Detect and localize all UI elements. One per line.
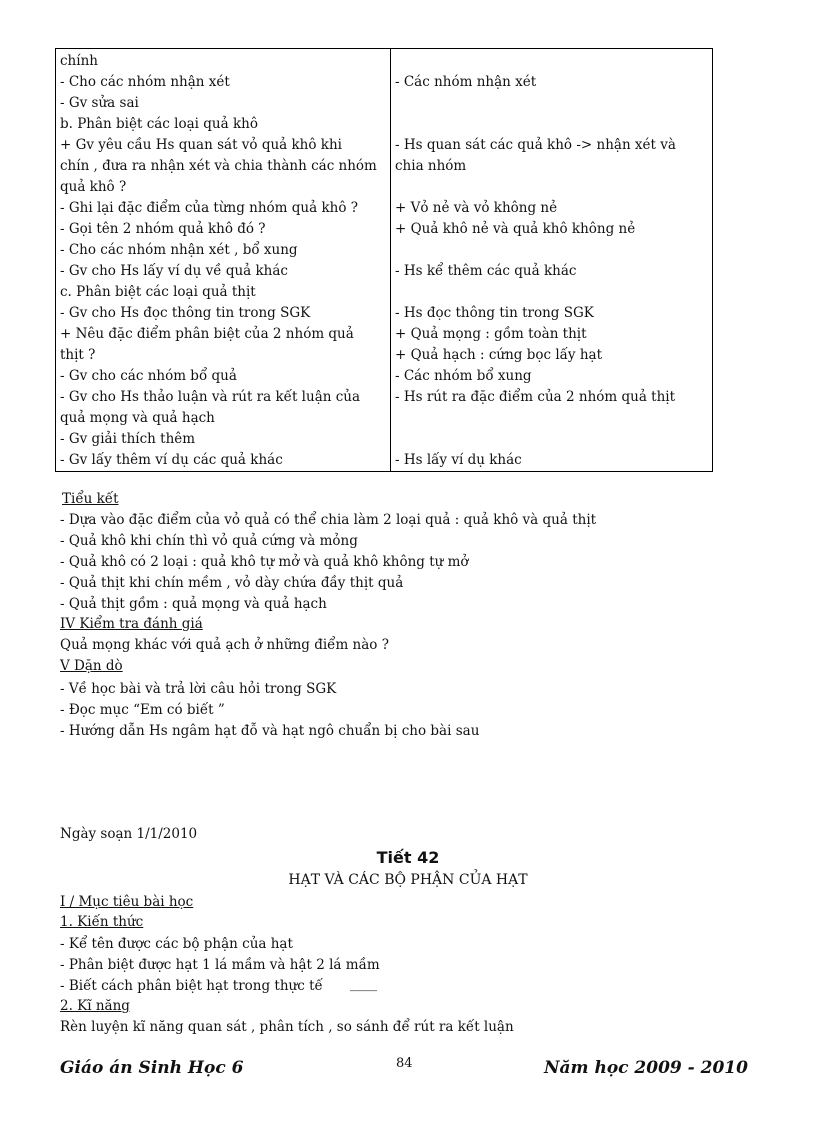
knowledge-item: - Biết cách phân biệt hạt trong thực tế [60, 978, 323, 994]
teacher-activity-line: - Cho các nhóm nhận xét [60, 74, 230, 90]
lesson-title: HẠT VÀ CÁC BỘ PHẬN CỦA HẠT [288, 872, 528, 888]
student-activity-line: chia nhóm [395, 158, 467, 174]
student-activity-line [395, 114, 708, 135]
teacher-activity-line: - Gv cho các nhóm bổ quả [60, 368, 237, 384]
student-activity-line [395, 240, 708, 261]
summary-item: - Quả thịt gồm : quả mọng và quả hạch [60, 596, 327, 612]
knowledge-item: - Phân biệt được hạt 1 lá mầm và hật 2 lá mầm [60, 957, 380, 973]
homework-item: - Hướng dẫn Hs ngâm hạt đỗ và hạt ngô chuẩn bị cho bài sau [60, 723, 480, 739]
student-activity-line: - Hs đọc thông tin trong SGK [395, 305, 594, 321]
knowledge-heading: 1. Kiến thức [60, 914, 144, 930]
homework-item: - Về học bài và trả lời câu hỏi trong SGK [60, 681, 337, 697]
student-activity-line: - Hs lấy ví dụ khác [395, 452, 522, 468]
teacher-activity-line: - Gv cho Hs thảo luận và rút ra kết luận của [60, 389, 361, 405]
blank-line: ____ [350, 976, 377, 992]
student-activity-line: - Các nhóm bổ xung [395, 368, 532, 384]
student-activity-line [395, 408, 708, 429]
assessment-question: Quả mọng khác với quả ạch ở những điểm nào ? [60, 637, 389, 653]
summary-item: - Dựa vào đặc điểm của vỏ quả có thể chia làm 2 loại quả : quả khô và quả thịt [60, 512, 597, 528]
teacher-activity-line: c. Phân biệt các loại quả thịt [60, 284, 256, 300]
teacher-activity-line: - Gv cho Hs đọc thông tin trong SGK [60, 305, 311, 321]
teacher-activity-line: quả mọng và quả hạch [60, 410, 215, 426]
teacher-activity-line: + Nêu đặc điểm phân biệt của 2 nhóm quả [60, 326, 354, 342]
teacher-activity-line: + Gv yêu cầu Hs quan sát vỏ quả khô khi [60, 137, 342, 153]
homework-list [60, 679, 479, 742]
summary-item: - Quả khô khi chín thì vỏ quả cứng và mỏng [60, 533, 358, 549]
teacher-activity-line: - Ghi lại đặc điểm của từng nhóm quả khô ? [60, 200, 358, 216]
teacher-activities-cell [56, 49, 391, 472]
student-activity-line: - Các nhóm nhận xét [395, 74, 537, 90]
assessment-heading: IV Kiểm tra đánh giá [60, 616, 203, 632]
skills-heading: 2. Kĩ năng [60, 998, 130, 1014]
teacher-activity-line: - Gv giải thích thêm [60, 431, 196, 447]
student-activity-line: - Hs kể thêm các quả khác [395, 263, 577, 279]
period-title: Tiết 42 [376, 848, 440, 867]
teacher-activity-line: quả khô ? [60, 179, 127, 195]
student-activity-line: + Quả hạch : cứng bọc lấy hạt [395, 347, 603, 363]
teacher-activity-line: chính [60, 53, 98, 69]
teacher-activity-line: chín , đưa ra nhận xét và chia thành các nhóm [60, 158, 377, 174]
student-activity-line: + Vỏ nẻ và vỏ không nẻ [395, 200, 558, 216]
summary-heading: Tiểu kết [62, 491, 119, 507]
homework-item: - Đọc mục “Em có biết ” [60, 702, 225, 718]
footer-left: Giáo án Sinh Học 6 [60, 1058, 244, 1078]
page-number: 84 [396, 1056, 413, 1071]
skills-text: Rèn luyện kĩ năng quan sát , phân tích , so sánh để rút ra kết luận [60, 1019, 514, 1035]
teacher-activity-line: thịt ? [60, 347, 96, 363]
teacher-activity-line: b. Phân biệt các loại quả khô [60, 116, 258, 132]
student-activities-cell [391, 49, 713, 472]
objectives-heading: I / Mục tiêu bài học [60, 894, 194, 910]
student-activity-line [395, 177, 708, 198]
homework-heading: V Dặn dò [60, 658, 123, 674]
teacher-activity-line: - Cho các nhóm nhận xét , bổ xung [60, 242, 298, 258]
footer-right: Năm học 2009 - 2010 [544, 1058, 748, 1078]
student-activity-line [395, 282, 708, 303]
summary-item: - Quả khô có 2 loại : quả khô tự mở và quả khô không tự mở [60, 554, 469, 570]
student-activity-line [395, 429, 708, 450]
summary-item: - Quả thịt khi chín mềm , vỏ dày chứa đầy thịt quả [60, 575, 404, 591]
teacher-activity-line: - Gv sửa sai [60, 95, 139, 111]
preparation-date: Ngày soạn 1/1/2010 [60, 826, 198, 842]
knowledge-list [60, 934, 380, 997]
student-activity-line [395, 51, 708, 72]
student-activity-line: - Hs rút ra đặc điểm của 2 nhóm quả thịt [395, 389, 676, 405]
teacher-activity-line: - Gọi tên 2 nhóm quả khô đó ? [60, 221, 266, 237]
student-activity-line: + Quả khô nẻ và quả khô không nẻ [395, 221, 636, 237]
teacher-activity-line: - Gv cho Hs lấy ví dụ về quả khác [60, 263, 288, 279]
teacher-activity-line: - Gv lấy thêm ví dụ các quả khác [60, 452, 283, 468]
knowledge-item: - Kể tên được các bộ phận của hạt [60, 936, 293, 952]
student-activity-line [395, 93, 708, 114]
student-activity-line: + Quả mọng : gồm toàn thịt [395, 326, 587, 342]
student-activity-line: - Hs quan sát các quả khô -> nhận xét và [395, 137, 676, 153]
lesson-activity-table [55, 48, 713, 472]
summary-list [60, 510, 596, 615]
